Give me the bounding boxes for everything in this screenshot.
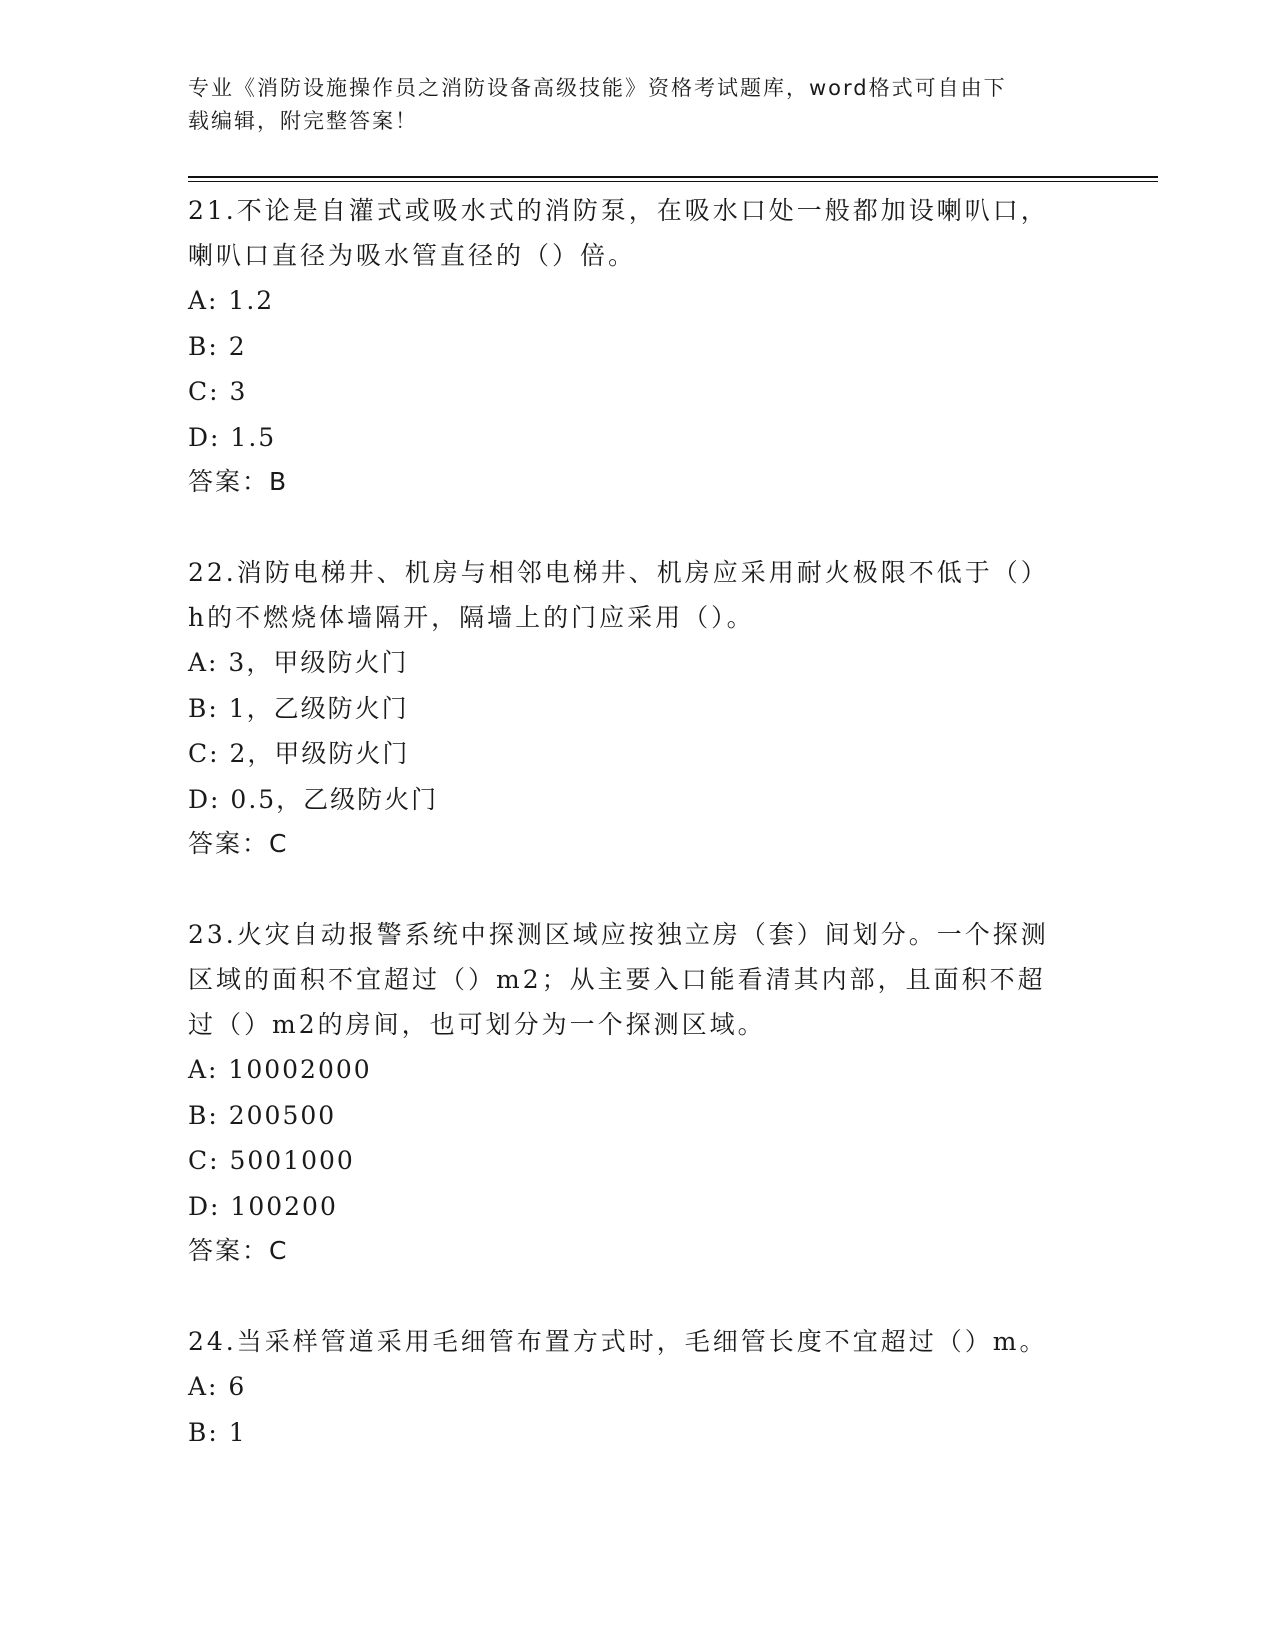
option-d: D: 100200 bbox=[188, 1191, 338, 1221]
answer: 答案：C bbox=[188, 829, 289, 858]
question-stem bbox=[188, 550, 1088, 640]
option-b: B: 200500 bbox=[188, 1100, 337, 1130]
question-list bbox=[188, 188, 1088, 1501]
header-line-2: 载编辑，附完整答案！ bbox=[188, 109, 418, 133]
answer: 答案：B bbox=[188, 467, 289, 496]
stem-line: 23.火灾自动报警系统中探测区域应按独立房（套）间划分。一个探测 bbox=[188, 920, 1049, 949]
option-b: B: 2 bbox=[188, 331, 247, 361]
stem-line: 22.消防电梯井、机房与相邻电梯井、机房应采用耐火极限不低于（） bbox=[188, 558, 1049, 587]
option-d: D: 0.5，乙级防火门 bbox=[188, 784, 439, 814]
stem-line: 区域的面积不宜超过（）m2；从主要入口能看清其内部，且面积不超 bbox=[188, 965, 1046, 994]
stem-line: 喇叭口直径为吸水管直径的（）倍。 bbox=[188, 241, 637, 270]
question-23 bbox=[188, 912, 1088, 1273]
option-a: A: 1.2 bbox=[188, 286, 275, 315]
option-b: B: 1，乙级防火门 bbox=[188, 693, 409, 723]
option-a: A: 3，甲级防火门 bbox=[188, 648, 409, 677]
document-header bbox=[188, 72, 1088, 138]
question-21 bbox=[188, 188, 1088, 504]
option-c: C: 5001000 bbox=[188, 1146, 355, 1175]
question-stem bbox=[188, 912, 1088, 1047]
stem-line: 24.当采样管道采用毛细管布置方式时，毛细管长度不宜超过（）m。 bbox=[188, 1327, 1048, 1356]
header-line-1: 专业《消防设施操作员之消防设备高级技能》资格考试题库，word格式可自由下 bbox=[188, 76, 1007, 100]
option-c: C: 2，甲级防火门 bbox=[188, 739, 410, 768]
option-d: D: 1.5 bbox=[188, 422, 277, 452]
option-c: C: 3 bbox=[188, 377, 248, 406]
header-rule-thin bbox=[188, 181, 1158, 182]
answer: 答案：C bbox=[188, 1236, 289, 1265]
question-stem bbox=[188, 1319, 1088, 1364]
option-a: A: 10002000 bbox=[188, 1055, 372, 1084]
question-24 bbox=[188, 1319, 1088, 1455]
question-stem bbox=[188, 188, 1088, 278]
header-rule-thick bbox=[188, 176, 1158, 178]
option-b: B: 1 bbox=[188, 1417, 247, 1447]
stem-line: h的不燃烧体墙隔开，隔墙上的门应采用（）。 bbox=[188, 603, 755, 632]
question-22 bbox=[188, 550, 1088, 866]
option-a: A: 6 bbox=[188, 1372, 247, 1401]
stem-line: 过（）m2的房间，也可划分为一个探测区域。 bbox=[188, 1010, 766, 1039]
stem-line: 21.不论是自灌式或吸水式的消防泵，在吸水口处一般都加设喇叭口， bbox=[188, 196, 1049, 225]
